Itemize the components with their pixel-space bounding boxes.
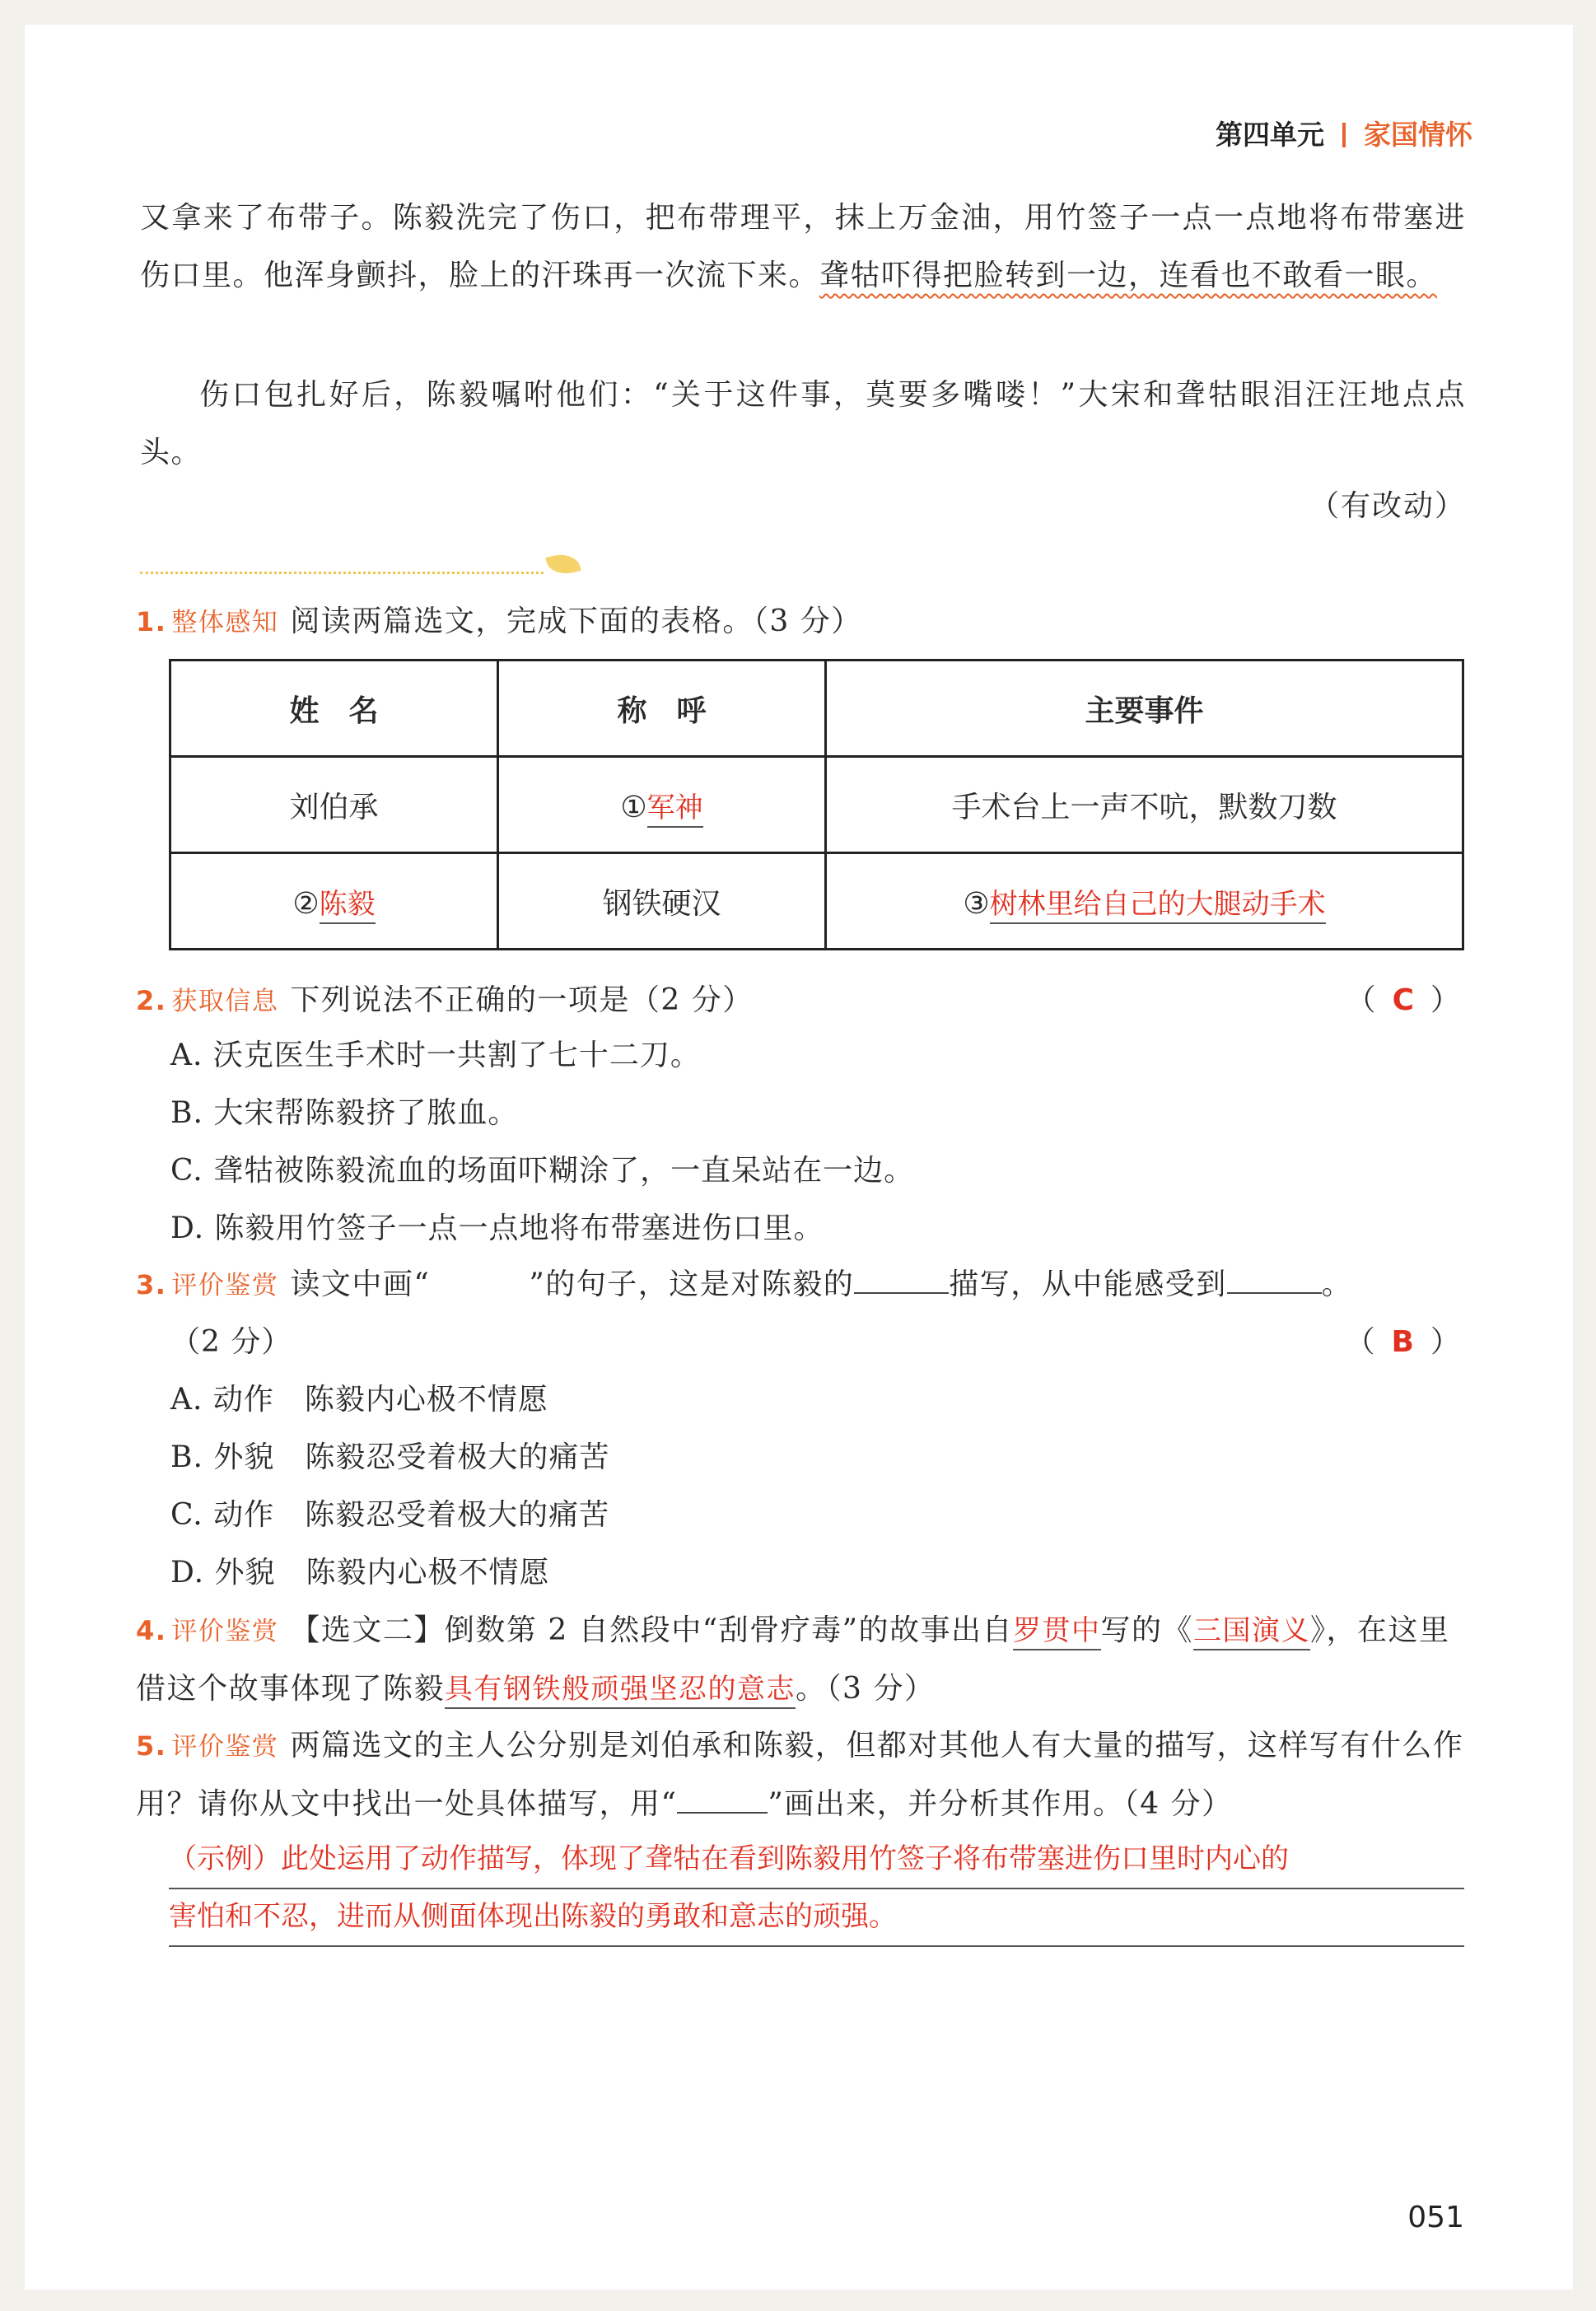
question-tag: 获取信息 xyxy=(171,987,279,1016)
question-text: 。 xyxy=(1321,1268,1353,1301)
option-a: A. 动作 陈毅内心极不情愿 xyxy=(170,1383,548,1417)
header-title: 称 呼 xyxy=(498,661,826,757)
table-row xyxy=(170,757,1463,853)
passage-text: 又拿来了布带子。陈毅洗完了伤口，把布带理平，抹上万金油，用竹签子一点一点地将布带塞进伤口里。他浑身颤抖，脸上的汗珠再一次流下来。 xyxy=(140,201,1466,292)
option-b: B. 大宋帮陈毅挤了脓血。 xyxy=(170,1096,519,1130)
choice-answer: B xyxy=(1391,1325,1414,1359)
cell-name xyxy=(170,853,498,950)
choice-answer: C xyxy=(1392,983,1414,1017)
header-name: 姓 名 xyxy=(170,661,498,757)
cell-name: 刘伯承 xyxy=(170,757,498,853)
blank-number: ① xyxy=(620,790,647,824)
header-divider xyxy=(1342,123,1346,147)
question-text: 描写，从中能感受到 xyxy=(949,1268,1227,1301)
filled-answer: 军神 xyxy=(647,791,703,828)
cell-event xyxy=(826,853,1463,950)
source-note: （有改动） xyxy=(1309,489,1466,523)
cell-title: 钢铁硬汉 xyxy=(498,853,826,950)
question-text: 阅读两篇选文，完成下面的表格。（3 分） xyxy=(290,605,862,638)
question-number: 1. xyxy=(136,606,167,637)
cell-event: 手术台上一声不吭，默数刀数 xyxy=(826,757,1463,853)
question-number: 4. xyxy=(136,1615,167,1646)
answer-line-1: （示例）此处运用了动作描写，体现了聋牯在看到陈毅用竹签子将布带塞进伤口里时内心的 xyxy=(169,1830,1464,1889)
page-number: 051 xyxy=(1407,2201,1464,2234)
filled-answer: 罗贯中 xyxy=(1013,1614,1101,1650)
table-row xyxy=(170,853,1463,950)
fill-blank xyxy=(677,1812,768,1814)
option-d: D. 陈毅用竹签子一点一点地将布带塞进伤口里。 xyxy=(170,1212,824,1245)
question-points: （2 分） xyxy=(170,1325,292,1359)
header-event: 主要事件 xyxy=(826,661,1463,757)
question-number: 3. xyxy=(136,1269,167,1300)
page-header xyxy=(1216,114,1472,152)
question-text: 【选文二】倒数第 2 自然段中“刮骨疗毒”的故事出自 xyxy=(290,1613,1014,1647)
blank-number: ② xyxy=(292,886,320,921)
question-text: 读文中画“ xyxy=(290,1268,431,1301)
question-tag: 评价鉴赏 xyxy=(171,1617,279,1646)
question-text: ”画出来，并分析其作用。（4 分） xyxy=(768,1787,1233,1821)
question-number: 5. xyxy=(136,1730,167,1762)
question-1 xyxy=(136,593,862,651)
wavy-blank xyxy=(430,1271,529,1294)
question-tag: 评价鉴赏 xyxy=(171,1271,279,1300)
question-text: 》，在这里借这个故事体现了陈毅 xyxy=(136,1613,1450,1706)
option-c: C. 动作 陈毅忍受着极大的痛苦 xyxy=(170,1498,610,1532)
section-divider xyxy=(140,572,544,574)
question-text: 。（3 分） xyxy=(796,1672,936,1706)
fill-blank xyxy=(1227,1292,1322,1294)
option-b: B. 外貌 陈毅忍受着极大的痛苦 xyxy=(170,1440,610,1474)
answer-bracket: （ C ） xyxy=(1346,983,1460,1017)
filled-answer: 三国演义 xyxy=(1193,1614,1310,1650)
question-tag: 评价鉴赏 xyxy=(171,1732,279,1762)
question-text: ”的句子，这是对陈毅的 xyxy=(529,1268,855,1301)
question-3 xyxy=(136,1256,1352,1314)
question-2 xyxy=(136,972,754,1030)
question-text: 下列说法不正确的一项是（2 分） xyxy=(290,983,754,1017)
question-text: 写的《 xyxy=(1100,1613,1194,1647)
answer-table xyxy=(169,659,1464,950)
unit-label: 第四单元 xyxy=(1216,119,1324,151)
blank-number: ③ xyxy=(963,886,990,921)
question-text: 两篇选文的主人公分别是刘伯承和陈毅，但都对其他人有大量的描写，这样写有什么作用？请你从文中找出一处具体描写，用“ xyxy=(136,1729,1464,1821)
option-d: D. 外貌 陈毅内心极不情愿 xyxy=(170,1556,550,1590)
answer-line-2: 害怕和不忍，进而从侧面体现出陈毅的勇敢和意志的顽强。 xyxy=(169,1888,1464,1947)
wavy-underlined-sentence: 聋牯吓得把脸转到一边，连看也不敢看一眼。 xyxy=(819,259,1438,292)
theme-label: 家国情怀 xyxy=(1364,119,1472,151)
option-c: C. 聋牯被陈毅流血的场面吓糊涂了，一直呆站在一边。 xyxy=(170,1154,915,1188)
filled-answer: 具有钢铁般顽强坚忍的意志 xyxy=(445,1673,796,1709)
cell-title xyxy=(498,757,826,853)
question-number: 2. xyxy=(136,985,167,1016)
question-4 xyxy=(136,1602,1470,1718)
fill-blank xyxy=(854,1292,949,1294)
filled-answer: 树林里给自己的大腿动手术 xyxy=(990,888,1326,924)
passage-paragraph-2: 伤口包扎好后，陈毅嘱咐他们：“关于这件事，莫要多嘴喽！”大宋和聋牯眼泪汪汪地点点头。 xyxy=(140,378,1466,469)
option-a: A. 沃克医生手术时一共割了七十二刀。 xyxy=(170,1039,701,1072)
answer-bracket: （ B ） xyxy=(1345,1325,1460,1359)
question-5 xyxy=(136,1717,1470,1833)
table-header-row xyxy=(170,661,1463,757)
passage-paragraph-1 xyxy=(140,189,1466,305)
question-tag: 整体感知 xyxy=(171,608,279,637)
filled-answer: 陈毅 xyxy=(320,888,376,924)
